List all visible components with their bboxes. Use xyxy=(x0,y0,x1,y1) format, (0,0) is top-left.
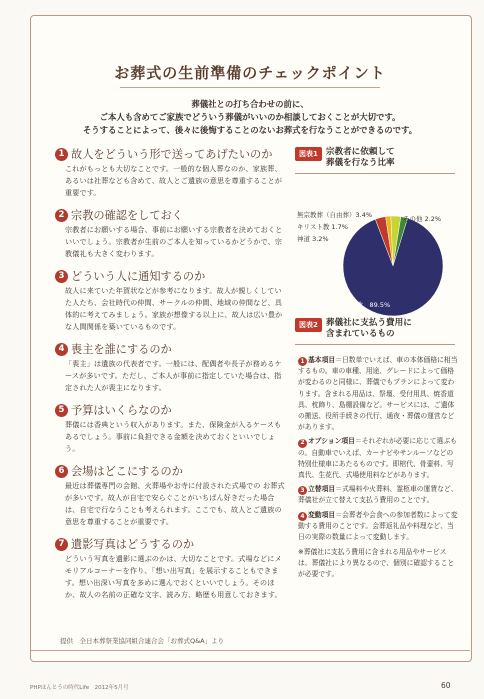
cost-item-text: ＝会葬者や会食への参加者数によって変動する費用のことです。会葬返礼品や料理など、当日の実際の数量によって変動します。 xyxy=(298,510,458,542)
cost-item-text: ＝日数単でいえば、車の本体価格に相当するもの。車の車種、用途、グレードによって価格が変わるのと同様に、葬儀でもプランによって変わります。含まれる用品は、祭壇、受付用具、焼香道具、枕飾り、島棚設備など。サービスには、ご遺体の搬送、役所手続きの代行、通夜・葬儀の運営などがあります。 xyxy=(298,356,458,432)
cost-item-title: オプション項目 xyxy=(308,437,355,446)
section-heading: 宗教の確認をしておく xyxy=(71,209,183,222)
cost-item xyxy=(298,436,458,481)
cost-note: ※葬儀社に支払う費用に含まれる用品やサービスは、葬儀社により異なるので、個別に確認することが必要です。 xyxy=(298,548,455,579)
section-heading: 予算はいくらなのか xyxy=(71,404,172,417)
pie-label-1: 無宗教葬（自由葬）3.4% xyxy=(297,211,373,219)
lead-line: ご本人も含めてご家族でどういう葬儀がいいのか相談しておくことが大切です。 xyxy=(99,112,401,122)
cost-number-badge: 4 xyxy=(298,512,307,521)
checkpoint-section xyxy=(55,206,287,260)
section-body: 「喪主」は遺族の代表者です。一般には、配偶者や長子が務めるケースが多いです。ただし、ご本人が事前に指定していた場合は、指定された人が喪主になります。 xyxy=(65,359,282,392)
cost-number-badge: 2 xyxy=(298,439,307,448)
figure-2-title-line: 葬儀社に支払う費用に xyxy=(325,318,412,328)
pie-chart xyxy=(295,176,460,316)
section-heading: 遺影写真はどうするのか xyxy=(71,538,195,551)
cost-item xyxy=(298,355,458,433)
page-title: お葬式の生前準備のチェックポイント xyxy=(114,64,386,82)
section-heading: 故人をどういう形で送ってあげたいのか xyxy=(71,148,273,161)
figure-1-divider xyxy=(295,173,455,174)
figure-2-title xyxy=(326,318,412,340)
pie-label-0: 仏教 89.5% xyxy=(350,301,391,309)
cost-list xyxy=(298,355,458,580)
source-footnote: 提供 全日本葬祭業協同組合連合会「お葬式Q&A」より xyxy=(60,637,225,645)
lead-text xyxy=(30,98,470,137)
number-badge: 4 xyxy=(55,343,68,356)
title-underline xyxy=(120,87,380,88)
figure-2-tag: 図表2 xyxy=(295,318,322,332)
cost-item-text: ＝それぞれが必要に応じて選ぶもの。自動車でいえば、カーナビやサンルーフなどの特別仕様車にあたるものです。即棺代、骨壷料、写真代、生花代、式場使用料などがあります。 xyxy=(298,437,457,480)
figure-1-tag: 図表1 xyxy=(295,147,322,161)
number-badge: 2 xyxy=(55,209,68,222)
page-number: 60 xyxy=(441,681,451,690)
cost-item xyxy=(298,484,458,506)
cost-item xyxy=(298,510,458,544)
lead-line: 葬儀社との打ち合わせの前に、 xyxy=(191,99,309,109)
section-body: 葬儀には香典という収入があります。また、保険金が入るケースもあるでしょう。事前に負担できる金額を決めておくといいでしょう。 xyxy=(65,420,282,453)
section-heading: 会場はどこにするのか xyxy=(71,465,183,478)
figure-1-title-line: 葬儀を行なう比率 xyxy=(325,158,395,168)
checkpoint-section xyxy=(55,401,287,455)
checkpoint-section xyxy=(55,145,287,199)
checkpoint-section xyxy=(55,462,287,528)
footer-rule xyxy=(30,650,470,651)
cost-number-badge: 1 xyxy=(298,357,307,366)
cost-item-text: ＝式場料や火葬料、霊柩車の運賃など、葬儀社が立て替えて支払う費用のことです。 xyxy=(298,485,458,505)
number-badge: 7 xyxy=(55,538,68,551)
number-badge: 3 xyxy=(55,270,68,283)
number-badge: 5 xyxy=(55,404,68,417)
section-body: 宗教者にお願いする場合、事前にお願いする宗教者を決めておくといいでしょう。宗教者が生前のご本人を知っているかどうかで、宗教儀礼も大きく変わります。 xyxy=(65,225,283,258)
figure-2-title-line: 含まれているもの xyxy=(325,329,395,339)
section-body: 最近は葬儀専門の会館、火葬場やお寺に付設された式場での お葬式が多いです。故人が自宅で安らぐことがいちばん好きだった場合は、自宅で行なうことも考えられます。ここでも、故人とご遺族の意思を尊重することが重要です。 xyxy=(65,481,285,526)
section-heading: どういう人に通知するのか xyxy=(71,270,206,283)
checkpoint-section xyxy=(55,340,287,394)
cost-item-title: 変動項目 xyxy=(308,510,336,519)
figure-1-title xyxy=(326,147,395,169)
checkpoint-section xyxy=(55,267,287,333)
checkpoint-list xyxy=(55,145,287,608)
cost-item-title: 基本項目 xyxy=(308,356,336,364)
pie-label-3: 神道 3.2% xyxy=(297,235,329,243)
figure-2 xyxy=(295,318,460,347)
cost-item-title: 立替項目 xyxy=(308,485,336,494)
checkpoint-section xyxy=(55,535,287,601)
pie-chart-svg xyxy=(295,176,460,316)
section-body: どういう写真を遺影に選ぶのかは、大切なことです。式場などにメモリアルコーナーを作り、「想い出写真」を展示することもできます。想い出深い写真を多めに選んでおくといいでしょう。そのほか、故人の名前の正確な文字、読み方、略歴も用意しておきます。 xyxy=(65,554,282,599)
section-body: これがもっとも大切なことです。一般的な個人葬なのか、家族葬、あるいは社葬なども含めて、故人とご遺族の意思を尊重することが重要です。 xyxy=(65,164,283,197)
figure-2-divider xyxy=(295,344,455,345)
lead-line: そうすることによって、後々に後悔することのないお葬式を行なうことができるのです。 xyxy=(82,125,418,135)
number-badge: 1 xyxy=(55,148,68,161)
pie-label-2: キリスト教 1.7% xyxy=(297,223,348,231)
figure-1-title-line: 宗教者に依頼して xyxy=(325,147,395,157)
figure-1 xyxy=(295,147,460,316)
pie-label-4: その他 2.2% xyxy=(403,215,442,223)
section-heading: 喪主を誰にするのか xyxy=(71,343,172,356)
publication-info: PHPほんとうの時代Life 2012年5月号 xyxy=(30,685,129,691)
section-body: 故人に来ていた年賀状などが参考になります。故人が親しくしていた人たち、会社時代の仲間、サークルの仲間、地域の仲間など、具体的に考えてみましょう。家族が想像する以上に、故人は広い豊かな人間関係を築いているものです。 xyxy=(65,286,283,331)
number-badge: 6 xyxy=(55,465,68,478)
cost-number-badge: 3 xyxy=(298,486,307,495)
